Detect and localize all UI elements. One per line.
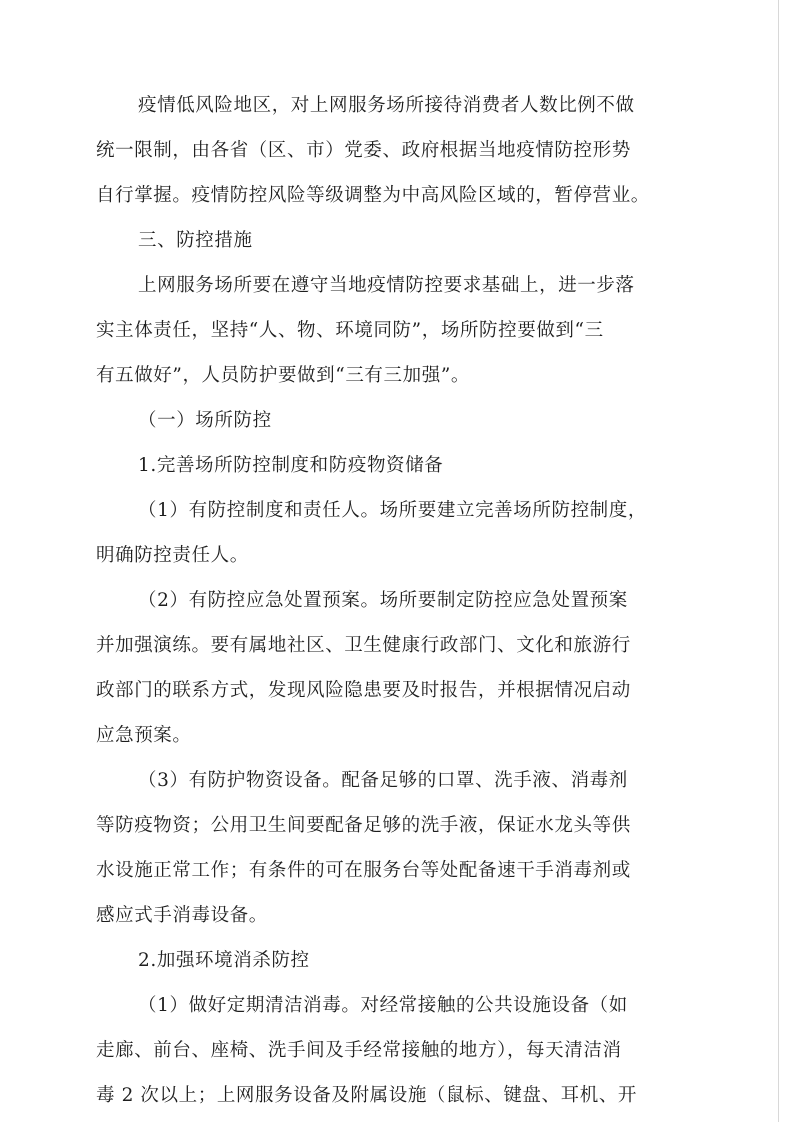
item-heading: 2.加强环境消杀防控: [138, 950, 310, 971]
section-heading: 三、防控措施: [138, 230, 253, 251]
subsection-heading: （一）场所防控: [138, 410, 272, 431]
text-line: 感应式手消毒设备。: [96, 905, 268, 926]
text-line: 等防疫物资；公用卫生间要配备足够的洗手液，保证水龙头等供: [96, 815, 631, 836]
text-line: 明确防控责任人。: [96, 545, 249, 566]
text-line: 上网服务场所要在遵守当地疫情防控要求基础上，进一步落: [138, 275, 635, 296]
text-line: 实主体责任，坚持“人、物、环境同防”，场所防控要做到“三: [96, 320, 604, 341]
text-line: 水设施正常工作；有条件的可在服务台等处配备速干手消毒剂或: [96, 860, 631, 881]
text-line: 疫情低风险地区，对上网服务场所接待消费者人数比例不做: [138, 95, 635, 116]
text-line: （2）有防控应急处置预案。场所要制定防控应急处置预案: [138, 590, 628, 611]
text-line: 应急预案。: [96, 725, 192, 746]
item-heading: 1.完善场所防控制度和防疫物资储备: [138, 455, 444, 476]
text-line: （1）做好定期清洁消毒。对经常接触的公共设施设备（如: [138, 995, 628, 1016]
text-line: 并加强演练。要有属地社区、卫生健康行政部门、文化和旅游行: [96, 635, 631, 656]
text-line: 走廊、前台、座椅、洗手间及手经常接触的地方），每天清洁消: [96, 1040, 622, 1061]
text-line: 毒 2 次以上；上网服务设备及附属设施（鼠标、键盘、耳机、开: [96, 1085, 638, 1106]
scan-edge-line: [778, 0, 779, 1122]
text-line: 统一限制，由各省（区、市）党委、政府根据当地疫情防控形势: [96, 140, 631, 161]
text-line: 自行掌握。疫情防控风险等级调整为中高风险区域的，暂停营业。: [96, 185, 650, 206]
text-line: （1）有防控制度和责任人。场所要建立完善场所防控制度，: [138, 500, 647, 521]
text-line: 政部门的联系方式，发现风险隐患要及时报告，并根据情况启动: [96, 680, 631, 701]
text-line: 有五做好”，人员防护要做到“三有三加强”。: [96, 365, 470, 386]
text-line: （3）有防护物资设备。配备足够的口罩、洗手液、消毒剂: [138, 770, 628, 791]
